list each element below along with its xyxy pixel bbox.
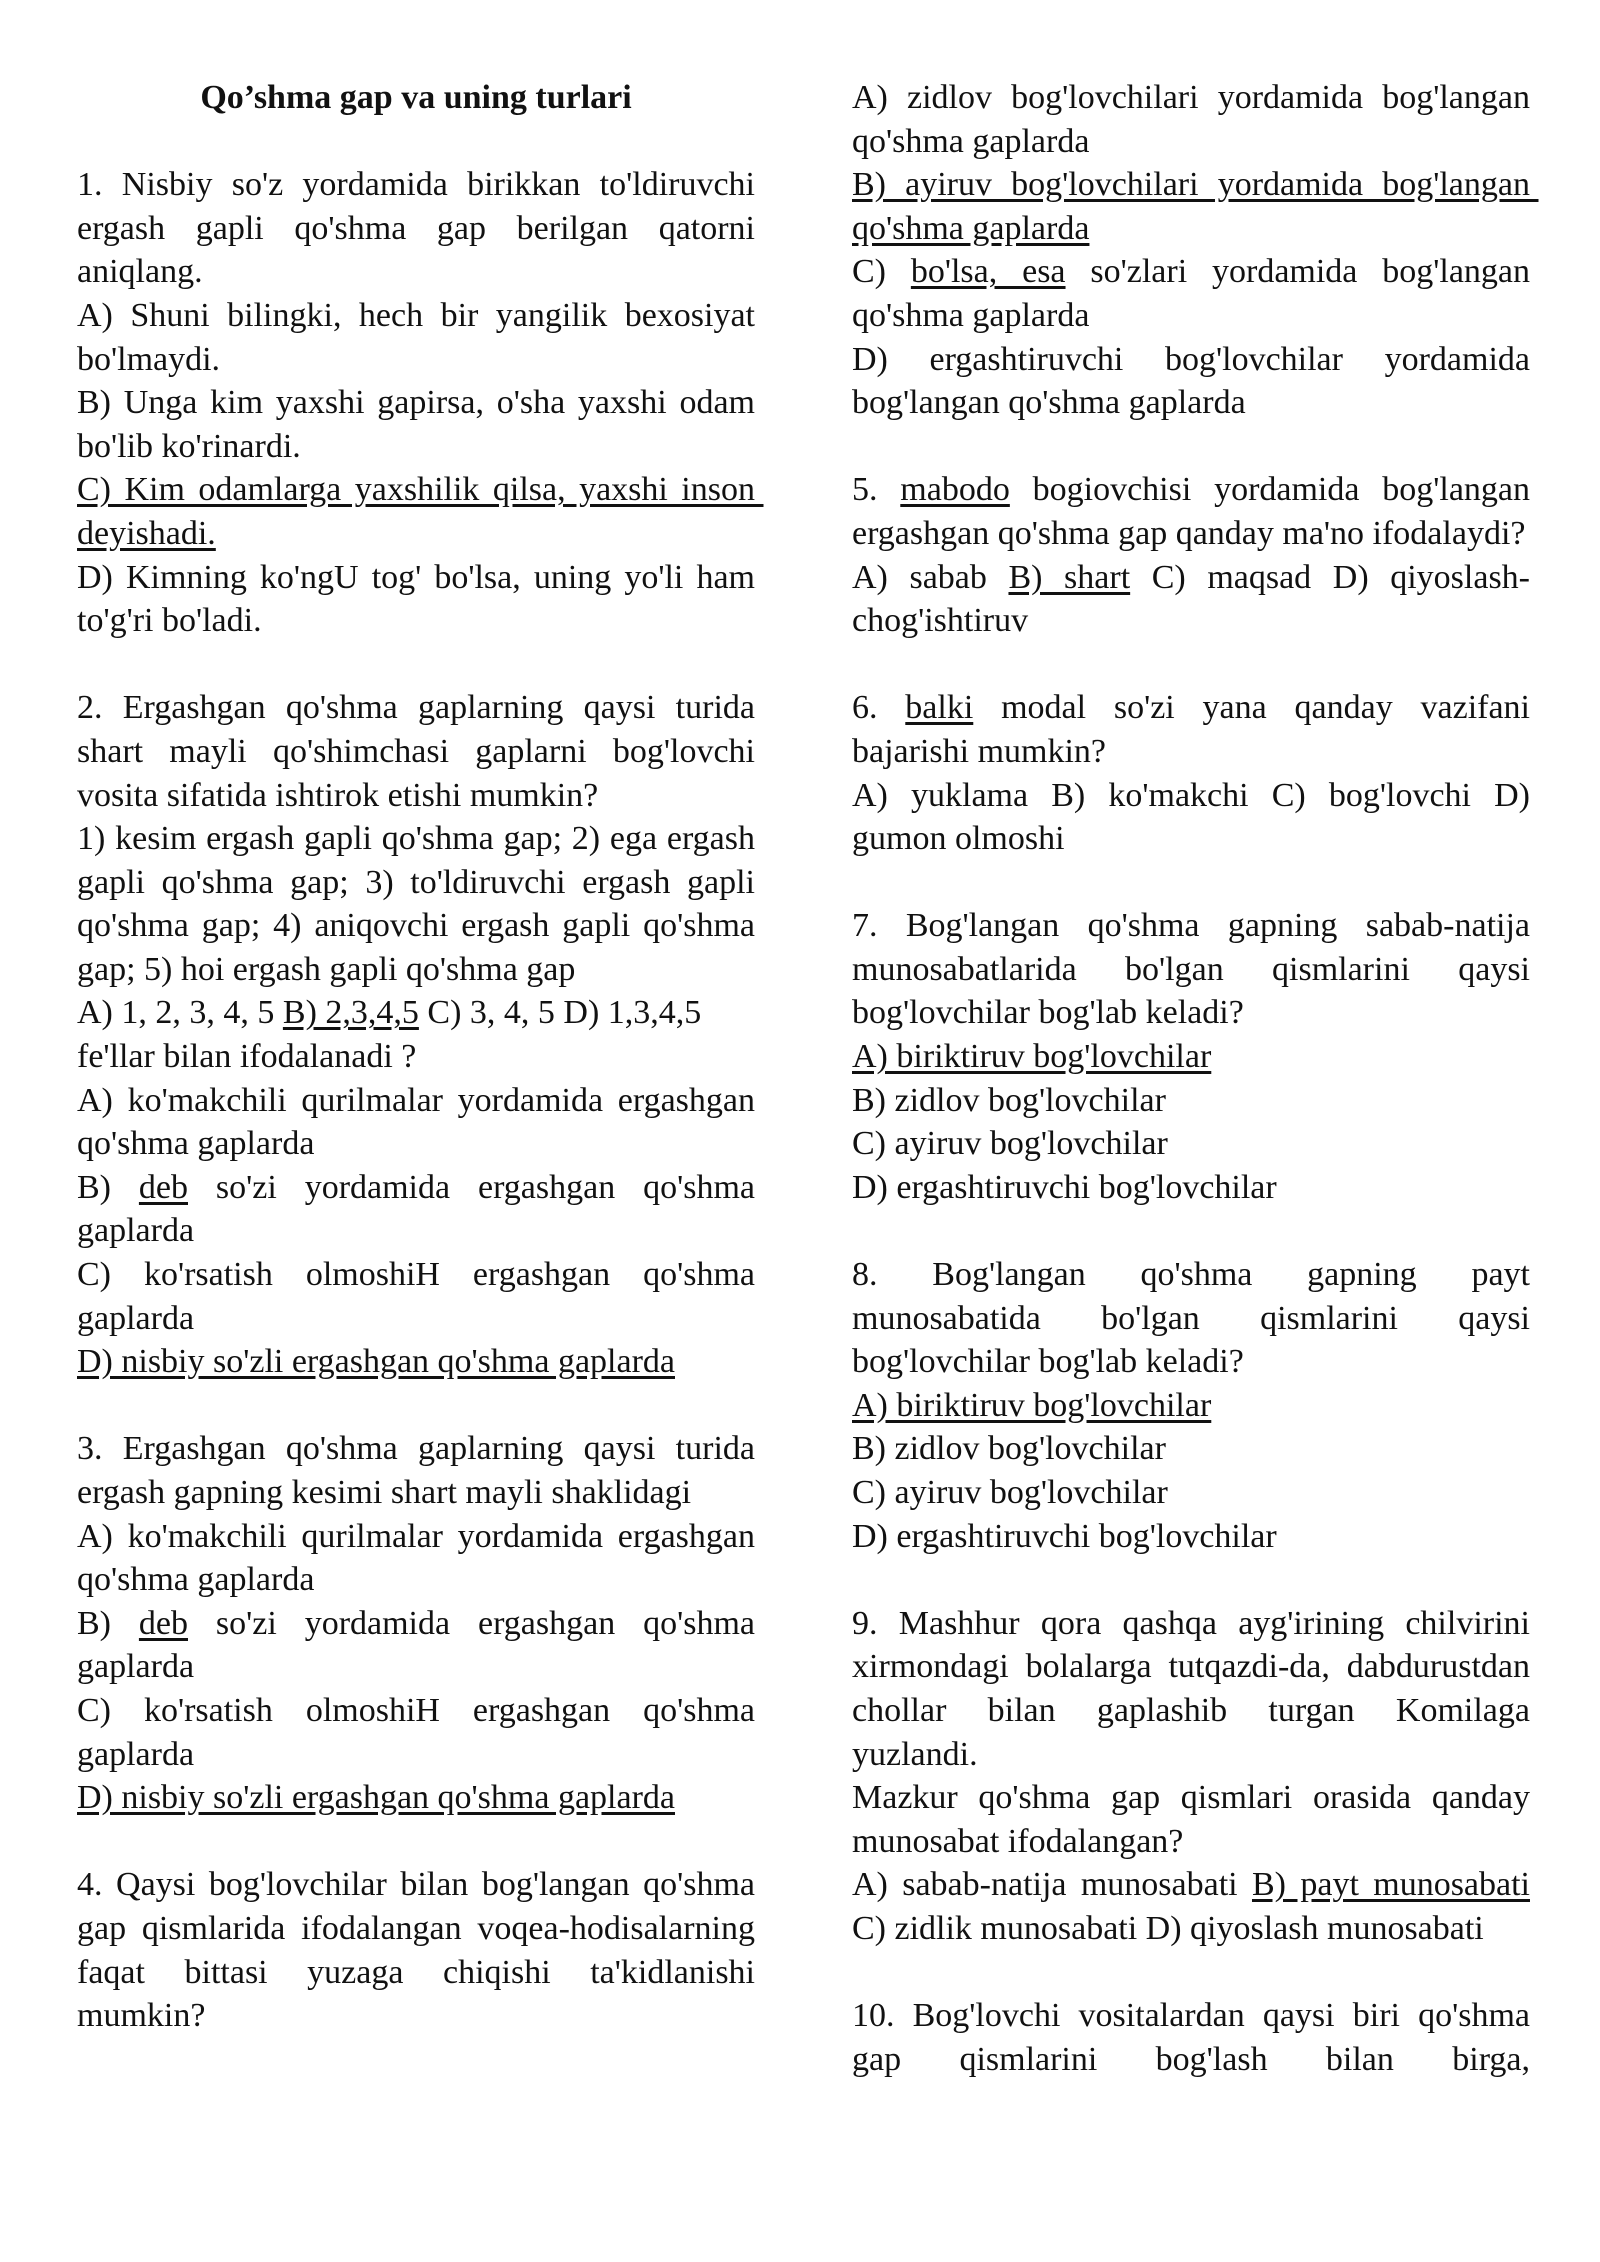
text-paragraph	[77, 1253, 764, 1340]
text-paragraph	[852, 1122, 1530, 1166]
text-paragraph	[852, 1427, 1530, 1471]
text-segment: B) zidlov bog'lovchilar	[852, 1430, 1166, 1468]
text-paragraph	[77, 468, 764, 555]
text-segment: D) Kimning ko'ngU tog' bo'lsa, uning yo'li ham to'g'ri bo'ladi.	[77, 558, 764, 640]
underlined-text: D) nisbiy so'zli ergashgan qo'shma gaplarda	[77, 1779, 675, 1817]
underlined-text: deb	[138, 1604, 188, 1642]
text-segment: B)	[77, 1604, 139, 1642]
underlined-text: bo'lsa, esa	[910, 253, 1066, 291]
text-segment: A) sabab	[852, 558, 1009, 596]
paragraph-gap	[852, 1951, 1530, 1995]
text-segment: 8. Bog'langan qo'shma gapning payt munosabatida bo'lgan qismlarini qaysi bog'lovchilar bog'lab keladi?	[852, 1256, 1539, 1381]
text-paragraph	[77, 991, 755, 1035]
text-segment: A) ko'makchili qurilmalar yordamida ergashgan qo'shma gaplarda	[77, 1517, 764, 1599]
text-segment: D) ergashtiruvchi bog'lovchilar yordamida bog'langan qo'shma gaplarda	[852, 340, 1539, 422]
text-paragraph	[852, 1994, 1539, 2081]
text-segment: C) zidlik munosabati D) qiyoslash munosabati	[852, 1866, 1539, 1947]
text-paragraph	[852, 1602, 1539, 1776]
text-paragraph	[77, 1776, 755, 1820]
underlined-text: B) 2,3,4,5	[282, 994, 419, 1032]
paragraph-gap	[852, 861, 1530, 905]
underlined-text: A) biriktiruv bog'lovchilar	[852, 1038, 1212, 1076]
underlined-text: B) ayiruv bog'lovchilari yordamida bog'langan qo'shma gaplarda	[852, 166, 1539, 247]
paragraph-gap	[77, 643, 755, 687]
text-paragraph	[852, 904, 1539, 1035]
text-paragraph	[852, 1776, 1539, 1863]
text-segment: 7. Bog'langan qo'shma gapning sabab-natija munosabatlarida bo'lgan qismlarini qaysi bog'lovchilar bog'lab keladi?	[852, 907, 1539, 1032]
text-paragraph	[77, 1035, 755, 1079]
text-segment: B) zidlov bog'lovchilar	[852, 1081, 1166, 1119]
text-segment: 2. Ergashgan qo'shma gaplarning qaysi turida shart mayli qo'shimchasi gaplarni bog'lovchi vosita sifatida ishtirok etishi mumkin?	[77, 689, 764, 814]
text-paragraph	[77, 1602, 764, 1689]
text-segment: C) maqsad D) qiyoslash-chog'ishtiruv	[852, 558, 1530, 640]
text-paragraph	[852, 1035, 1530, 1079]
text-paragraph	[77, 1079, 764, 1166]
text-paragraph	[77, 294, 764, 381]
paragraph-gap	[77, 1820, 755, 1864]
text-segment: modal so'zi yana qanday vazifani bajarishi mumkin?	[852, 689, 1539, 770]
text-segment: A) 1, 2, 3, 4, 5	[77, 994, 283, 1032]
text-paragraph	[852, 1079, 1530, 1123]
text-segment: A) Shuni bilingki, hech bir yangilik bexosiyat bo'lmaydi.	[77, 296, 764, 378]
text-segment: 9. Mashhur qora qashqa ayg'irining chilvirini xirmondagi bolalarga tutqazdi-da, dabdurustdan chollar bilan gaplashib turgan Komilaga yuzlandi.	[852, 1604, 1539, 1773]
text-paragraph	[77, 163, 764, 294]
text-paragraph	[852, 250, 1539, 337]
text-segment: 3. Ergashgan qo'shma gaplarning qaysi turida ergash gapning kesimi shart mayli shaklidagi	[77, 1430, 764, 1511]
text-paragraph	[77, 1515, 764, 1602]
underlined-text: A) biriktiruv bog'lovchilar	[852, 1386, 1212, 1424]
text-paragraph	[77, 1166, 764, 1253]
text-segment: C) ko'rsatish olmoshiH ergashgan qo'shma gaplarda	[77, 1256, 764, 1337]
text-paragraph	[77, 1427, 764, 1514]
text-segment: D) ergashtiruvchi bog'lovchilar	[852, 1168, 1277, 1206]
text-paragraph	[852, 1253, 1539, 1384]
text-paragraph	[852, 1863, 1539, 1950]
left-column	[77, 76, 764, 2038]
document-title: Qo’shma gap va uning turlari	[200, 79, 632, 116]
text-segment: bogiovchisi yordamida bog'langan ergashgan qo'shma gap qanday ma'no ifodalaydi?	[852, 471, 1539, 552]
text-segment: C) 3, 4, 5 D) 1,3,4,5	[418, 994, 702, 1032]
text-segment: B)	[77, 1168, 139, 1206]
text-paragraph	[852, 774, 1539, 861]
text-paragraph	[77, 381, 764, 468]
text-segment: A) yuklama B) ko'makchi C) bog'lovchi D) gumon olmoshi	[852, 776, 1539, 858]
text-segment: Mazkur qo'shma gap qismlari orasida qanday munosabat ifodalangan?	[852, 1779, 1539, 1860]
text-segment: so'zi yordamida ergashgan qo'shma gaplarda	[77, 1604, 764, 1686]
text-paragraph	[77, 817, 764, 991]
right-column	[852, 76, 1539, 2081]
text-paragraph	[77, 1689, 764, 1776]
text-segment: 1) kesim ergash gapli qo'shma gap; 2) ega ergash gapli qo'shma gap; 3) to'ldiruvchi ergash gapli qo'shma gap; 4) aniqovchi ergash gapli qo'shma gap; 5) hoi ergash gapli qo'shma gap	[77, 820, 764, 988]
text-segment: A) ko'makchili qurilmalar yordamida ergashgan qo'shma gaplarda	[77, 1081, 764, 1163]
underlined-text: deb	[138, 1168, 188, 1206]
text-paragraph	[77, 686, 764, 817]
text-paragraph	[852, 76, 1539, 163]
underlined-text: B) shart	[1008, 558, 1131, 596]
left-column-body	[77, 163, 764, 2038]
paragraph-gap	[852, 1209, 1530, 1253]
text-segment: D) ergashtiruvchi bog'lovchilar	[852, 1517, 1277, 1555]
text-segment: 6.	[852, 689, 906, 727]
text-paragraph	[852, 338, 1539, 425]
text-segment: C) ayiruv bog'lovchilar	[852, 1125, 1168, 1163]
paragraph-gap	[77, 1384, 755, 1428]
text-segment: 1. Nisbiy so'z yordamida birikkan to'ldiruvchi ergash gapli qo'shma gap berilgan qatorni aniqlang.	[77, 166, 764, 291]
text-paragraph	[77, 556, 764, 643]
text-paragraph	[852, 1166, 1530, 1210]
underlined-text: mabodo	[900, 471, 1010, 509]
text-segment: C) ayiruv bog'lovchilar	[852, 1474, 1168, 1511]
text-paragraph	[852, 468, 1539, 555]
text-segment: A) zidlov bog'lovchilari yordamida bog'langan qo'shma gaplarda	[852, 79, 1539, 160]
text-segment: so'zlari yordamida bog'langan qo'shma gaplarda	[852, 253, 1539, 334]
text-paragraph	[852, 1471, 1530, 1515]
text-paragraph	[852, 163, 1539, 250]
text-segment: A) sabab-natija munosabati	[852, 1866, 1252, 1904]
underlined-text: C) Kim odamlarga yaxshilik qilsa, yaxshi inson deyishadi.	[77, 471, 764, 552]
text-segment: 5.	[852, 471, 901, 509]
text-paragraph	[852, 556, 1530, 643]
underlined-text: B) payt munosabati	[1251, 1866, 1530, 1904]
text-segment: C)	[852, 253, 911, 291]
text-segment: C) ko'rsatish olmoshiH ergashgan qo'shma gaplarda	[77, 1691, 764, 1773]
text-segment: so'zi yordamida ergashgan qo'shma gaplarda	[77, 1168, 764, 1250]
text-paragraph	[77, 1340, 755, 1384]
right-column-body	[852, 76, 1539, 2081]
underlined-text: balki	[905, 689, 974, 727]
text-paragraph	[852, 1384, 1530, 1428]
text-segment: B) Unga kim yaxshi gapirsa, o'sha yaxshi odam bo'lib ko'rinardi.	[77, 384, 764, 465]
paragraph-gap	[852, 425, 1530, 469]
text-paragraph	[852, 1515, 1530, 1559]
underlined-text: D) nisbiy so'zli ergashgan qo'shma gaplarda	[77, 1343, 675, 1381]
text-paragraph	[77, 1863, 764, 2037]
text-paragraph	[852, 686, 1539, 773]
paragraph-gap	[852, 1558, 1530, 1602]
paragraph-gap	[852, 643, 1530, 687]
text-segment: fe'llar bilan ifodalanadi ?	[77, 1038, 417, 1076]
text-segment: 4. Qaysi bog'lovchilar bilan bog'langan qo'shma gap qismlarida ifodalangan voqea-hodisalarning faqat bittasi yuzaga chiqishi ta'kidlanishi mumkin?	[77, 1866, 764, 2035]
text-segment: 10. Bog'lovchi vositalardan qaysi biri qo'shma gap qismlarini bog'lash bilan birga,	[852, 1997, 1539, 2078]
